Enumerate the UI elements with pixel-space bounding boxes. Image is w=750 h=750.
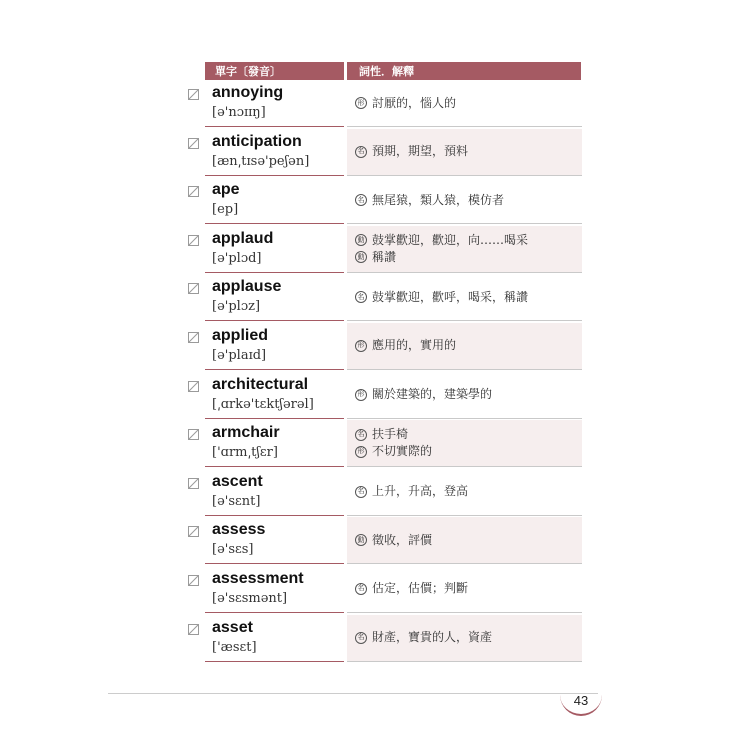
- definition-line: [355, 426, 582, 443]
- definition-line: [355, 337, 582, 354]
- vocab-row: [180, 274, 582, 323]
- definition-text: 徵收，評價: [372, 532, 433, 547]
- checkbox-icon[interactable]: [188, 235, 199, 246]
- definition-line: [355, 95, 582, 112]
- part-of-speech-badge: 形: [355, 446, 367, 458]
- definition-line: [355, 232, 582, 249]
- checkbox-icon[interactable]: [188, 186, 199, 197]
- vocab-row: [180, 323, 582, 372]
- definition-line: [355, 580, 582, 597]
- part-of-speech-badge: 動: [355, 534, 367, 546]
- vocab-row: [180, 420, 582, 469]
- part-of-speech-badge: 名: [355, 146, 367, 158]
- vocab-word: architectural: [212, 375, 309, 393]
- definition-text: 鼓掌歡迎，歡迎，向……喝采: [372, 232, 529, 247]
- definition-line: [355, 289, 582, 306]
- word-cell: [205, 274, 344, 321]
- word-cell: [205, 420, 344, 467]
- part-of-speech-badge: 名: [355, 429, 367, 441]
- definition-cell: [347, 274, 582, 321]
- word-cell: [205, 372, 344, 419]
- checkbox-icon[interactable]: [188, 526, 199, 537]
- pronunciation: [ə'nɔɪɪŋ]: [212, 105, 266, 120]
- pronunciation: ['æsɛt]: [212, 639, 257, 655]
- vocab-word: assessment: [212, 569, 304, 587]
- vocab-word: anticipation: [212, 132, 302, 150]
- vocab-word: ape: [212, 181, 240, 199]
- vocab-row: [180, 566, 582, 615]
- definition-text: 預期，期望，預料: [372, 144, 469, 159]
- definition-cell: [347, 615, 582, 662]
- word-cell: [205, 80, 344, 127]
- vocab-row: [180, 517, 582, 566]
- definition-cell: [347, 177, 582, 224]
- definition-cell: [347, 129, 582, 176]
- pronunciation: [ə'sɛsmənt]: [212, 590, 288, 606]
- header-part-of-speech-definition: 詞性．解釋: [347, 62, 581, 80]
- definition-text: 估定，估價；判斷: [372, 581, 469, 596]
- definition-line: [355, 629, 582, 646]
- page-number: 43: [573, 693, 589, 708]
- word-cell: [205, 517, 344, 564]
- definition-cell: [347, 323, 582, 370]
- checkbox-icon[interactable]: [188, 624, 199, 635]
- word-cell: [205, 615, 344, 662]
- part-of-speech-badge: 形: [355, 340, 367, 352]
- pronunciation: [ə'sɛnt]: [212, 493, 261, 509]
- part-of-speech-badge: 名: [355, 486, 367, 498]
- definition-text: 無尾猿，類人猿，模仿者: [372, 192, 505, 207]
- vocab-word: annoying: [212, 84, 284, 101]
- word-cell: [205, 566, 344, 613]
- definition-line: [355, 192, 582, 209]
- vocab-row: [180, 615, 582, 664]
- vocab-row: [180, 177, 582, 226]
- part-of-speech-badge: 動: [355, 251, 367, 263]
- definition-cell: [347, 566, 582, 613]
- definition-text: 扶手椅: [372, 427, 409, 442]
- definition-line: [355, 532, 582, 549]
- word-cell: [205, 177, 344, 224]
- vocab-word: armchair: [212, 424, 280, 442]
- definition-text: 上升，升高，登高: [372, 484, 469, 499]
- definition-cell: [347, 80, 582, 127]
- pronunciation: [ə'sɛs]: [212, 542, 254, 558]
- pronunciation: [ə'plɔz]: [212, 299, 261, 315]
- part-of-speech-badge: 形: [355, 97, 367, 109]
- checkbox-icon[interactable]: [188, 381, 199, 392]
- pronunciation: [ə'plaɪd]: [212, 347, 267, 363]
- part-of-speech-badge: 名: [355, 194, 367, 206]
- vocab-word: assess: [212, 521, 266, 539]
- checkbox-icon[interactable]: [188, 575, 199, 586]
- vocab-word: asset: [212, 618, 253, 636]
- definition-line: [355, 249, 582, 266]
- part-of-speech-badge: 動: [355, 234, 367, 246]
- vocab-row: [180, 80, 582, 129]
- vocab-word: applause: [212, 278, 282, 296]
- vocab-word: ascent: [212, 472, 263, 490]
- checkbox-icon[interactable]: [188, 429, 199, 440]
- vocabulary-list: [180, 80, 582, 663]
- part-of-speech-badge: 名: [355, 632, 367, 644]
- definition-text: 關於建築的，建築學的: [372, 387, 493, 402]
- vocab-row: [180, 129, 582, 178]
- word-cell: [205, 226, 344, 273]
- definition-line: [355, 483, 582, 500]
- definition-text: 應用的，實用的: [372, 338, 457, 353]
- pronunciation: [͵ɑrkə'tɛktʃərəl]: [212, 396, 314, 412]
- vocab-word: applaud: [212, 229, 274, 247]
- definition-line: [355, 386, 582, 403]
- vocab-row: [180, 372, 582, 421]
- part-of-speech-badge: 名: [355, 583, 367, 595]
- pronunciation: [ep]: [212, 202, 239, 218]
- vocab-word: applied: [212, 326, 269, 344]
- part-of-speech-badge: 名: [355, 291, 367, 303]
- definition-text: 討厭的，惱人的: [372, 95, 457, 110]
- header-word-pronunciation: 單字〔發音〕: [205, 62, 344, 80]
- definition-cell: [347, 226, 582, 273]
- definition-cell: [347, 517, 582, 564]
- word-cell: [205, 323, 344, 370]
- definition-cell: [347, 469, 582, 516]
- definition-text: 稱讚: [372, 249, 397, 264]
- checkbox-icon[interactable]: [188, 138, 199, 149]
- part-of-speech-badge: 形: [355, 389, 367, 401]
- table-header: [205, 62, 581, 80]
- definition-line: [355, 443, 582, 460]
- definition-text: 不切實際的: [372, 444, 433, 459]
- footer-divider: [108, 693, 598, 694]
- checkbox-icon[interactable]: [188, 283, 199, 294]
- word-cell: [205, 469, 344, 516]
- definition-text: 財產，寶貴的人，資產: [372, 630, 493, 645]
- vocab-row: [180, 469, 582, 518]
- definition-text: 鼓掌歡迎，歡呼，喝采，稱讚: [372, 289, 529, 304]
- pronunciation: ['ɑrm͵tʃɛr]: [212, 445, 278, 461]
- pronunciation: [æn͵tɪsə'peʃən]: [212, 153, 310, 169]
- definition-cell: [347, 372, 582, 419]
- checkbox-icon[interactable]: [188, 89, 199, 100]
- pronunciation: [ə'plɔd]: [212, 250, 262, 266]
- word-cell: [205, 129, 344, 176]
- definition-line: [355, 143, 582, 160]
- definition-cell: [347, 420, 582, 467]
- checkbox-icon[interactable]: [188, 332, 199, 343]
- checkbox-icon[interactable]: [188, 478, 199, 489]
- vocab-row: [180, 226, 582, 275]
